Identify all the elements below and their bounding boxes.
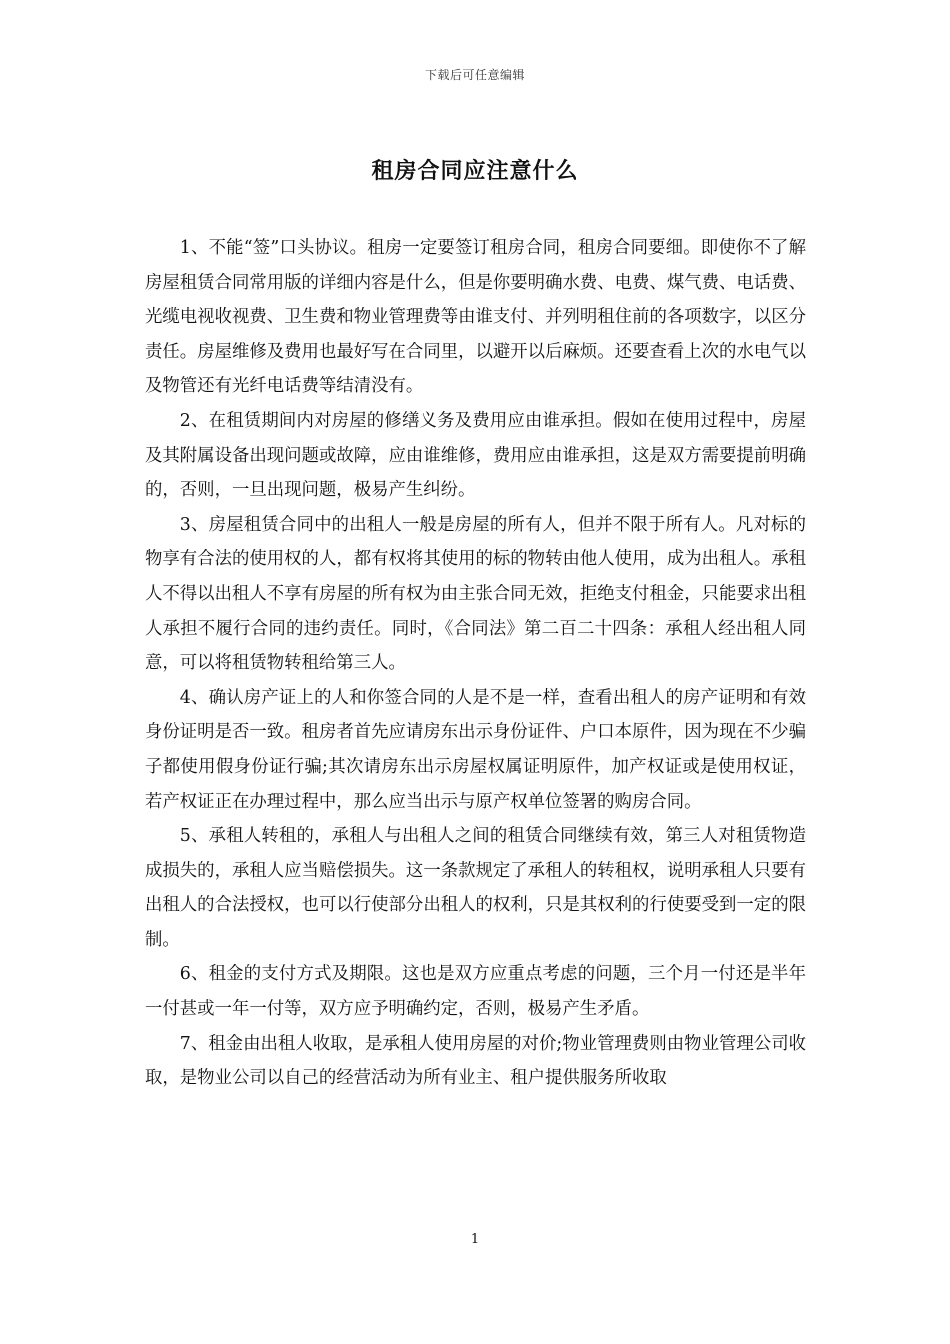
document-title: 租房合同应注意什么 xyxy=(371,158,579,184)
paragraph-7: 7、租金由出租人收取，是承租人使用房屋的对价;物业管理费则由物业管理公司收取，是物业公司以自己的经营活动为所有业主、租户提供服务所收取 xyxy=(145,1033,806,1089)
header-note: 下载后可任意编辑 xyxy=(424,68,525,82)
paragraph-4: 4、确认房产证上的人和你签合同的人是不是一样，查看出租人的房产证明和有效身份证明是否一致。租房者首先应请房东出示身份证件、户口本原件，因为现在不少骗子都使用假身份证行骗;其次请房东出示房屋权属证明原件，加产权证或是使用权证，若产权证正在办理过程中，那么应当出示与原产权单位签署的购房合同。 xyxy=(145,687,806,812)
paragraph-3: 3、房屋租赁合同中的出租人一般是房屋的所有人，但并不限于所有人。凡对标的物享有合法的使用权的人，都有权将其使用的标的物转由他人使用，成为出租人。承租人不得以出租人不享有房屋的所有权为由主张合同无效，拒绝支付租金，只能要求出租人承担不履行合同的违约责任。同时，《合同法》第二百二十四条：承租人经出租人同意，可以将租赁物转租给第三人。 xyxy=(145,514,806,674)
page-number: 1 xyxy=(470,1232,480,1247)
paragraph-2: 2、在租赁期间内对房屋的修缮义务及费用应由谁承担。假如在使用过程中，房屋及其附属设备出现问题或故障，应由谁维修，费用应由谁承担，这是双方需要提前明确的，否则，一旦出现问题，极易产生纠纷。 xyxy=(145,410,806,501)
paragraph-1: 1、不能“签”口头协议。租房一定要签订租房合同，租房合同要细。即使你不了解房屋租赁合同常用版的详细内容是什么，但是你要明确水费、电费、煤气费、电话费、光缆电视收视费、卫生费和物业管理费等由谁支付、并列明租住前的各项数字，以区分责任。房屋维修及费用也最好写在合同里，以避开以后麻烦。还要查看上次的水电气以及物管还有光纤电话费等结清没有。 xyxy=(145,238,806,397)
paragraph-6: 6、租金的支付方式及期限。这也是双方应重点考虑的问题，三个月一付还是半年一付甚或一年一付等，双方应予明确约定，否则，极易产生矛盾。 xyxy=(145,964,806,1020)
document-body xyxy=(145,231,806,1096)
paragraph-5: 5、承租人转租的，承租人与出租人之间的租赁合同继续有效，第三人对租赁物造成损失的，承租人应当赔偿损失。这一条款规定了承租人的转租权，说明承租人只要有出租人的合法授权，也可以行使部分出租人的权利，只是其权利的行使要受到一定的限制。 xyxy=(145,826,806,950)
